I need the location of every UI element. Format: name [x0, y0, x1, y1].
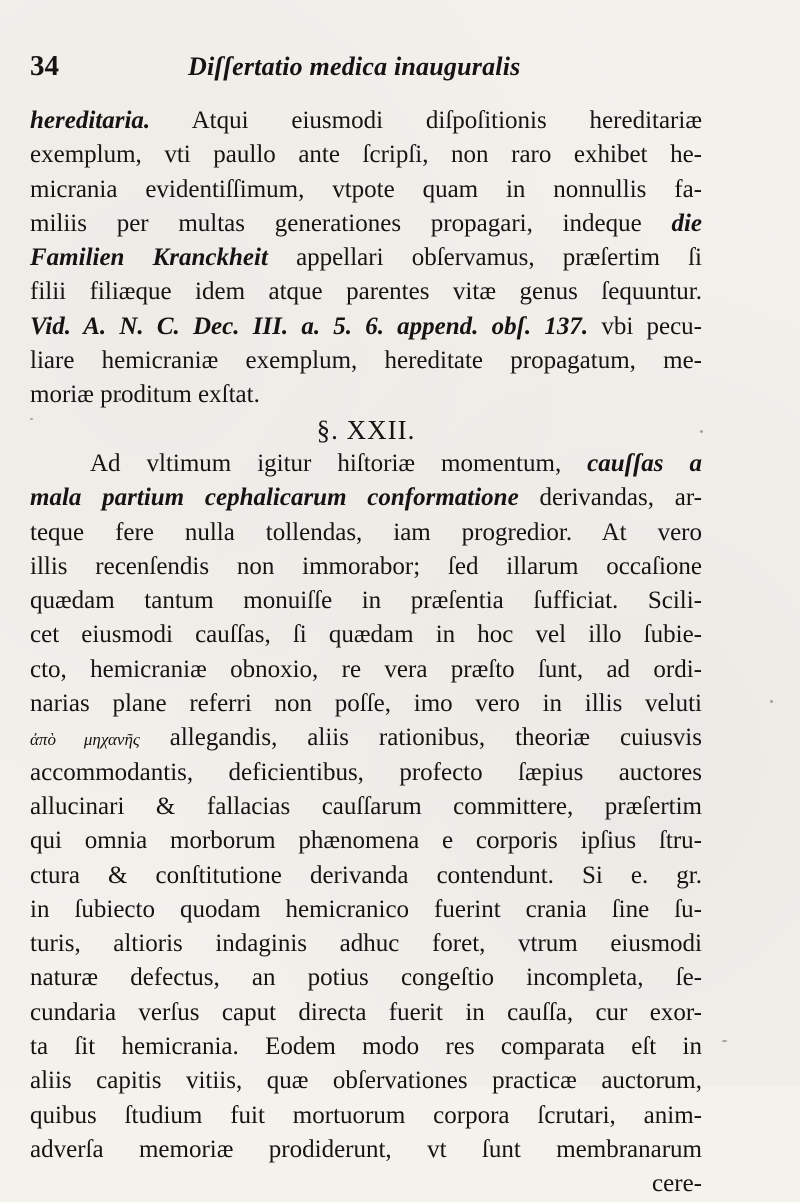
text-run: cto, hemicraniæ obnoxio, re vera præſto ſunt, ad ordi- [30, 655, 702, 683]
page-number: 34 [30, 50, 59, 82]
text-run: ctura & conſtitutione derivanda contendunt. Si e. gr. [30, 861, 702, 889]
print-speck [770, 700, 773, 703]
text-run: derivandas, ar- [518, 484, 702, 512]
text-run: turis, altioris indaginis adhuc foret, vtrum eiusmodi [30, 930, 702, 958]
text-run: accommodantis, deficientibus, profecto ſæpius auctores [30, 758, 702, 786]
section-heading [30, 413, 702, 447]
text-line [30, 618, 702, 652]
italic-text: die [671, 209, 702, 237]
text-run: Atqui eiusmodi diſpoſitionis hereditariæ [150, 107, 702, 134]
text-line [30, 1064, 702, 1098]
text-line [30, 138, 702, 172]
text-run: §. XXII. [316, 414, 416, 445]
text-line [30, 344, 702, 378]
text-line [30, 310, 702, 344]
text-line [30, 756, 702, 790]
text-line [30, 1167, 702, 1201]
text-line [30, 447, 702, 481]
text-run: filii filiæque idem atque parentes vitæ genus ſequuntur. [30, 278, 702, 306]
text-run: liare hemicraniæ exemplum, hereditate propagatum, me- [30, 347, 702, 375]
print-speck [118, 398, 122, 401]
italic-text: cauſſas a [587, 449, 702, 477]
text-run: quibus ſtudium fuit mortuorum corpora ſcrutari, anim- [30, 1101, 702, 1129]
running-title: Diſſertatio medica inauguralis [188, 52, 521, 81]
text-line [30, 1099, 702, 1133]
text-line [30, 481, 702, 515]
print-speck [30, 418, 33, 420]
text-run: allucinari & fallacias cauſſarum committere, præſertim [30, 792, 702, 820]
text-run: qui omnia morborum phænomena e corporis ipſius ſtru- [30, 827, 702, 855]
text-line [30, 687, 702, 721]
text-line [30, 207, 702, 241]
text-line [30, 1133, 702, 1167]
text-line [30, 721, 702, 755]
text-run: ta ſit hemicrania. Eodem modo res comparata eſt in [30, 1033, 702, 1061]
italic-text: Vid. A. N. C. Dec. III. a. 5. 6. append. obſ. 137. [30, 312, 589, 340]
text-run: teque fere nulla tollendas, iam progredior. At vero [30, 518, 702, 546]
text-line [30, 824, 702, 858]
text-line [30, 859, 702, 893]
text-line [30, 378, 702, 412]
text-run: vbi pecu- [588, 312, 702, 340]
text-run: quædam tantum monuiſſe in præſentia ſufficiat. Scili- [30, 587, 702, 615]
text-run: exemplum, vti paullo ante ſcripſi, non raro exhibet he- [30, 141, 702, 169]
text-run: cundaria verſus caput directa fuerit in cauſſa, cur exor- [30, 998, 702, 1026]
text-line [30, 927, 702, 961]
body-text [30, 104, 702, 1202]
italic-text: hereditaria. [30, 107, 151, 134]
text-line [30, 790, 702, 824]
text-run: allegandis, aliis rationibus, theoriæ cuiusvis [139, 724, 702, 752]
text-line [30, 241, 702, 275]
italic-text: Familien Kranckheit [30, 244, 268, 272]
text-line [30, 550, 702, 584]
text-run: in ſubiecto quodam hemicranico fuerint crania ſine ſu- [30, 895, 702, 923]
text-line [30, 173, 702, 207]
text-run: narias plane referri non poſſe, imo vero in illis veluti [30, 690, 702, 718]
text-run: cet eiusmodi cauſſas, ſi quædam in hoc vel illo ſubie- [30, 621, 702, 649]
text-run: appellari obſervamus, præſertim ſi [267, 244, 702, 272]
text-line [30, 893, 702, 927]
text-run: cere- [652, 1170, 702, 1198]
print-speck [722, 1040, 727, 1042]
text-run: moriæ proditum exſtat. [30, 381, 260, 409]
text-run: miliis per multas generationes propagari, indeque [30, 209, 672, 237]
text-line [30, 584, 702, 618]
text-line [30, 516, 702, 550]
text-line [30, 961, 702, 995]
text-line [30, 996, 702, 1030]
text-run: adverſa memoriæ prodiderunt, vt ſunt membranarum [30, 1135, 702, 1163]
text-run: aliis capitis vitiis, quæ obſervationes practicæ auctorum, [30, 1067, 702, 1095]
text-run: naturæ defectus, an potius congeſtio incompleta, ſe- [30, 964, 702, 992]
text-line [30, 1030, 702, 1064]
print-speck [700, 430, 703, 433]
text-run: illis recenſendis non immorabor; ſed illarum occaſione [30, 552, 702, 580]
text-line [30, 653, 702, 687]
text-line [30, 104, 702, 138]
running-head [30, 50, 770, 90]
text-line [30, 275, 702, 309]
text-run: micrania evidentiſſimum, vtpote quam in nonnullis fa- [30, 175, 702, 203]
greek-text: ἀπὸ μηχανῆς [30, 730, 140, 750]
italic-text: mala partium cephalicarum conformatione [30, 484, 519, 512]
text-run: Ad vltimum igitur hiſtoriæ momentum, [90, 449, 588, 477]
